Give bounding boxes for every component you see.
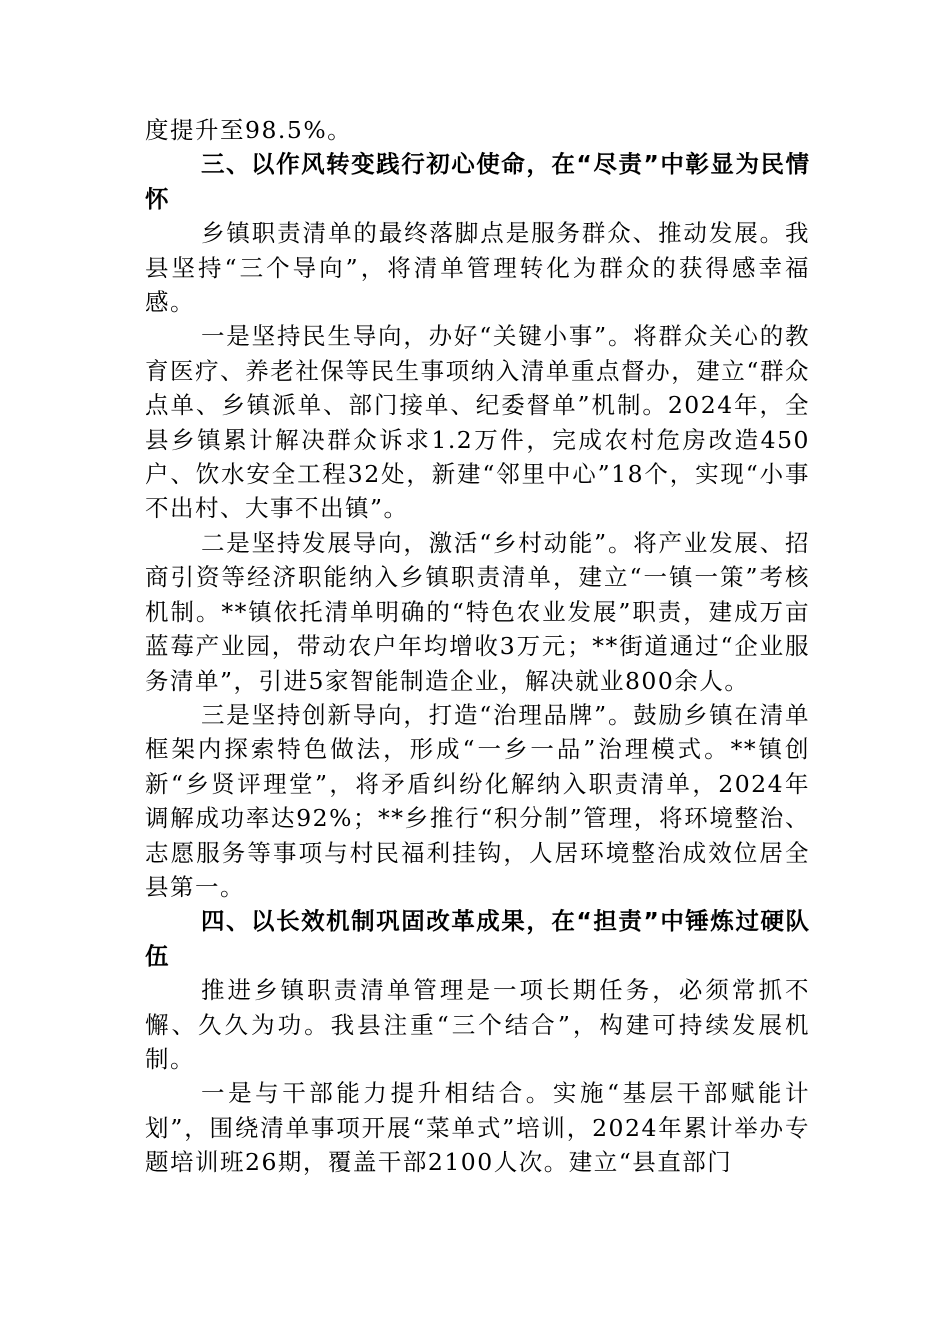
paragraph-section-four-intro: 推进乡镇职责清单管理是一项长期任务，必须常抓不懈、久久为功。我县注重“三个结合”，构建可持续发展机制。 — [145, 976, 810, 1073]
document-body — [145, 113, 810, 1180]
paragraph-continuation: 度提升至98.5%。 — [145, 116, 353, 144]
paragraph-development-orientation: 二是坚持发展导向，激活“乡村动能”。将产业发展、招商引资等经济职能纳入乡镇职责清单，建立“一镇一策”考核机制。**镇依托清单明确的“特色农业发展”职责，建成万亩蓝莓产业园，带动农户年均增收3万元；**街道通过“企业服务清单”，引进5家智能制造企业，解决就业800余人。 — [145, 528, 810, 695]
paragraph-section-three-intro: 乡镇职责清单的最终落脚点是服务群众、推动发展。我县坚持“三个导向”，将清单管理转化为群众的获得感幸福感。 — [145, 219, 810, 317]
paragraph-livelihood-orientation: 一是坚持民生导向，办好“关键小事”。将群众关心的教育医疗、养老社保等民生事项纳入清单重点督办，建立“群众点单、乡镇派单、部门接单、纪委督单”机制。2024年，全县乡镇累计解决群众诉求1.2万件，完成农村危房改造450户、饮水安全工程32处，新建“邻里中心”18个，实现“小事不出村、大事不出镇”。 — [145, 322, 810, 523]
paragraph-cadre-capability: 一是与干部能力提升相结合。实施“基层干部赋能计划”，围绕清单事项开展“菜单式”培训，2024年累计举办专题培训班26期，覆盖干部2100人次。建立“县直部门 — [145, 1079, 810, 1177]
section-heading-four: 四、以长效机制巩固改革成果，在“担责”中锤炼过硬队伍 — [145, 907, 810, 970]
paragraph-innovation-orientation: 三是坚持创新导向，打造“治理品牌”。鼓励乡镇在清单框架内探索特色做法，形成“一乡一品”治理模式。**镇创新“乡贤评理堂”，将矛盾纠纷化解纳入职责清单，2024年调解成功率达92%；**乡推行“积分制”管理，将环境整治、志愿服务等事项与村民福利挂钩，人居环境整治成效位居全县第一。 — [145, 700, 810, 901]
section-heading-three: 三、以作风转变践行初心使命，在“尽责”中彰显为民情怀 — [145, 150, 810, 213]
